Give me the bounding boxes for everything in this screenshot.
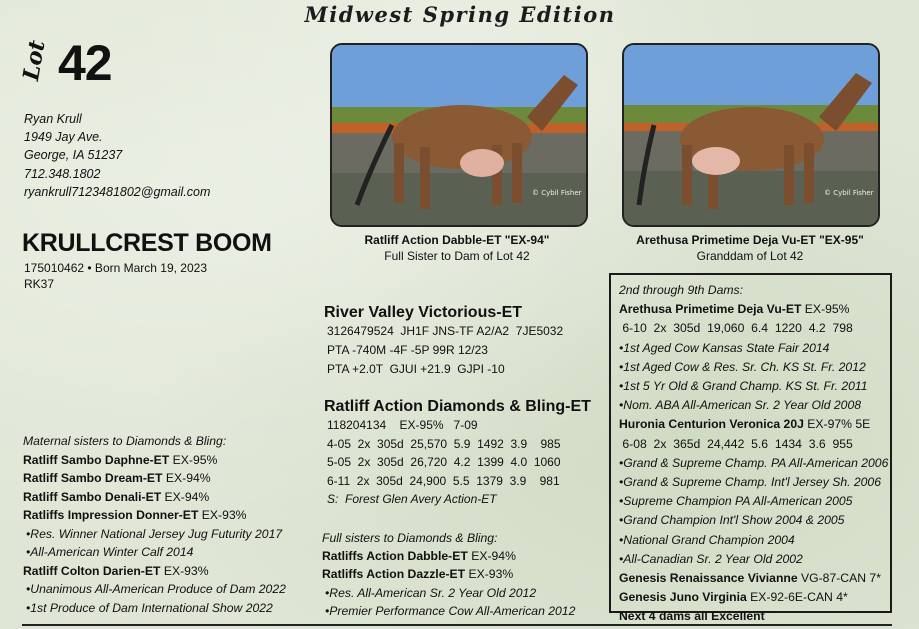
list-note: •All-American Winter Calf 2014 xyxy=(26,545,194,559)
photo-title: Arethusa Primetime Deja Vu-ET "EX-95" xyxy=(636,233,864,247)
sire-line: PTA -740M -4F -5P 99R 12/23 xyxy=(327,343,488,357)
photo-title: Ratliff Action Dabble-ET "EX-94" xyxy=(364,233,550,247)
photo-watermark: © Cybil Fisher xyxy=(824,189,874,197)
sire-name: River Valley Victorious-ET xyxy=(324,304,523,321)
sire-block xyxy=(324,304,563,379)
dams-box xyxy=(609,273,892,624)
consignor-block xyxy=(24,110,210,201)
list-item: Huronia Centurion Veronica 20J EX-97% 5E xyxy=(619,417,871,432)
list-note: •Supreme Champion PA All-American 2005 xyxy=(619,494,853,509)
list-item: Arethusa Primetime Deja Vu-ET EX-95% xyxy=(619,302,850,317)
list-item: Next 4 dams all Excellent xyxy=(619,609,765,624)
photo-subtitle: Granddam of Lot 42 xyxy=(696,249,804,263)
sire-line: PTA +2.0T GJUI +21.9 GJPI -10 xyxy=(327,362,505,376)
animal-id-block xyxy=(24,260,207,292)
consignor-name: Ryan Krull xyxy=(24,112,82,126)
photo-subtitle: Full Sister to Dam of Lot 42 xyxy=(384,249,530,263)
list-item: Ratliffs Action Dazzle-ET EX-93% xyxy=(322,567,514,582)
list-note: •Grand & Supreme Champ. Int'l Jersey Sh. 2006 xyxy=(619,475,881,490)
animal-code: RK37 xyxy=(24,277,55,291)
consignor-email: ryankrull7123481802@gmail.com xyxy=(24,184,211,199)
consignor-address: 1949 Jay Ave. xyxy=(24,130,103,145)
list-note: •Res. All-American Sr. 2 Year Old 2012 xyxy=(325,585,537,600)
photo-caption-deja-vu xyxy=(600,232,900,264)
sire-line: 3126479524 JH1F JNS-TF A2/A2 7JE5032 xyxy=(327,324,564,338)
lot-number: 42 xyxy=(58,35,112,91)
list-note: •Nom. ABA All-American Sr. 2 Year Old 2008 xyxy=(619,398,862,413)
animal-id-line: 175010462 • Born March 19, 2023 xyxy=(24,261,207,275)
animal-name: KRULLCREST BOOM xyxy=(22,229,272,257)
maternal-sisters-heading: Maternal sisters to Diamonds & Bling: xyxy=(23,434,227,448)
full-sisters-block xyxy=(322,529,575,620)
consignor-phone: 712.348.1802 xyxy=(24,166,101,181)
list-note: •Grand Champion Int'l Show 2004 & 2005 xyxy=(619,513,845,528)
consignor-city: George, IA 51237 xyxy=(24,148,123,163)
list-note: •Res. Winner National Jersey Jug Futurity 2017 xyxy=(26,526,283,541)
list-note: •All-Canadian Sr. 2 Year Old 2002 xyxy=(619,551,803,566)
list-note: •Grand & Supreme Champ. PA All-American 2006 xyxy=(619,455,889,470)
list-item: Genesis Renaissance Vivianne VG-87-CAN 7* xyxy=(619,571,881,586)
full-sisters-heading: Full sisters to Diamonds & Bling: xyxy=(322,531,498,545)
list-note: •1st Produce of Dam International Show 2022 xyxy=(26,600,273,615)
list-note: •1st Aged Cow & Res. Sr. Ch. KS St. Fr. 2012 xyxy=(619,359,866,374)
edition-title: Midwest Spring Edition xyxy=(304,2,616,27)
bottom-rule xyxy=(22,624,892,626)
list-note: •Unanimous All-American Produce of Dam 2022 xyxy=(26,582,286,596)
dam-record: 4-05 2x 305d 25,570 5.9 1492 3.9 985 xyxy=(327,436,561,451)
list-item: Ratliffs Impression Donner-ET EX-93% xyxy=(23,508,247,522)
dam-line: 118204134 EX-95% 7-09 xyxy=(327,418,478,432)
list-note: •Premier Performance Cow All-American 2012 xyxy=(325,603,576,618)
cow-photo-dabble xyxy=(330,43,588,227)
list-item: Ratliff Sambo Dream-ET EX-94% xyxy=(23,471,211,485)
dams-heading: 2nd through 9th Dams: xyxy=(619,283,743,297)
list-item: Ratliff Colton Darien-ET EX-93% xyxy=(23,563,209,578)
dam-record: 6-11 2x 305d 24,900 5.5 1379 3.9 981 xyxy=(327,473,560,488)
photo-caption-dabble xyxy=(307,232,607,264)
maternal-sisters-block xyxy=(23,432,286,617)
dam-name: Ratliff Action Diamonds & Bling-ET xyxy=(324,398,591,415)
list-item: Ratliff Sambo Daphne-ET EX-95% xyxy=(23,452,218,467)
lot-label: Lot xyxy=(18,38,51,83)
photo-watermark: © Cybil Fisher xyxy=(532,189,582,197)
dam-record: 5-05 2x 305d 26,720 4.2 1399 4.0 1060 xyxy=(327,455,561,470)
list-item: Ratliff Sambo Denali-ET EX-94% xyxy=(23,489,210,504)
dam-record: 6-10 2x 305d 19,060 6.4 1220 4.2 798 xyxy=(619,321,853,336)
cow-photo-deja-vu xyxy=(622,43,880,227)
dam-sire: S: Forest Glen Avery Action-ET xyxy=(327,492,497,507)
list-item: Ratliffs Action Dabble-ET EX-94% xyxy=(322,549,516,564)
dam-record: 6-08 2x 365d 24,442 5.6 1434 3.6 955 xyxy=(619,436,853,451)
list-item: Genesis Juno Virginia EX-92-6E-CAN 4* xyxy=(619,590,848,605)
list-note: •1st 5 Yr Old & Grand Champ. KS St. Fr. 2011 xyxy=(619,379,868,394)
list-note: •1st Aged Cow Kansas State Fair 2014 xyxy=(619,340,830,355)
dam-block xyxy=(324,398,591,509)
list-note: •National Grand Champion 2004 xyxy=(619,532,795,547)
